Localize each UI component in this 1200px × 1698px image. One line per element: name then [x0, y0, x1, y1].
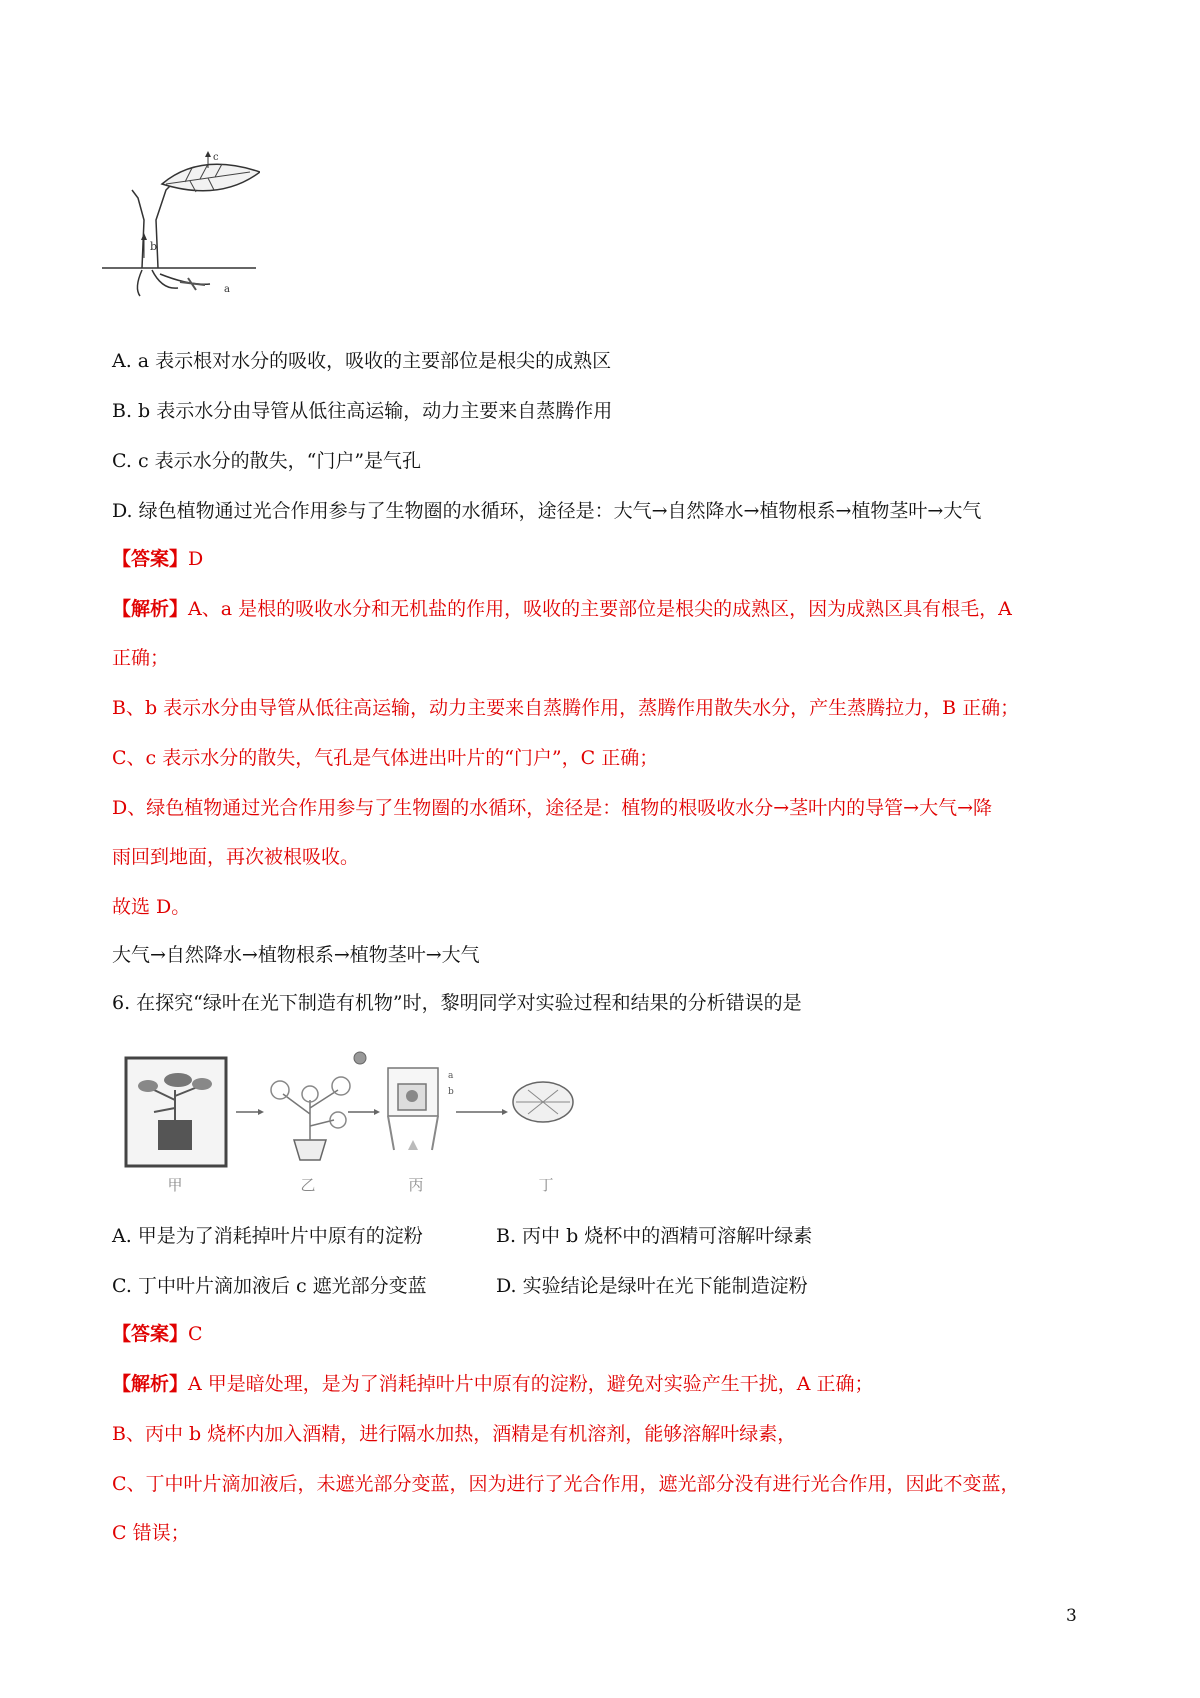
answer-tag: 【答案】	[112, 1323, 189, 1345]
q5-note: 大气→自然降水→植物根系→植物茎叶→大气	[112, 944, 480, 966]
q5-option-a: A. a 表示根对水分的吸收，吸收的主要部位是根尖的成熟区	[112, 350, 612, 372]
answer-value: D	[188, 548, 204, 570]
q6-option-c: C. 丁中叶片滴加液后 c 遮光部分变蓝	[112, 1275, 427, 1297]
q5-analysis-line-2: 正确；	[112, 647, 170, 669]
caption-jia: 甲	[167, 1176, 183, 1194]
q5-analysis-line-3: B、b 表示水分由导管从低往高运输，动力主要来自蒸腾作用，蒸腾作用散失水分，产生蒸腾拉力，B 正确；	[112, 697, 1020, 719]
step-ding	[513, 1082, 573, 1122]
q5-analysis-line-7: 故选 D。	[112, 896, 191, 918]
step-bing	[388, 1068, 454, 1150]
q5-analysis-line-1: 【解析】A、a 是根的吸收水分和无机盐的作用，吸收的主要部位是根尖的成熟区，因为成熟区具有根毛，A	[112, 598, 1012, 620]
q6-option-b: B. 丙中 b 烧杯中的酒精可溶解叶绿素	[496, 1225, 813, 1247]
page-number: 3	[1066, 1606, 1077, 1626]
label-c: c	[213, 152, 219, 163]
caption-ding: 丁	[538, 1176, 554, 1194]
label-a: a	[448, 1071, 454, 1081]
experiment-steps-figure	[118, 1050, 678, 1198]
q6-question: 6. 在探究“绿叶在光下制造有机物”时，黎明同学对实验过程和结果的分析错误的是	[112, 992, 802, 1014]
label-a: a	[224, 284, 230, 295]
q5-option-b: B. b 表示水分由导管从低往高运输，动力主要来自蒸腾作用	[112, 400, 613, 422]
q5-option-d: D. 绿色植物通过光合作用参与了生物圈的水循环，途径是：大气→自然降水→植物根系→植物茎叶→大气	[112, 500, 982, 522]
caption-yi: 乙	[300, 1176, 316, 1194]
step-yi	[271, 1077, 350, 1160]
q6-analysis-line-4: C 错误；	[112, 1522, 190, 1544]
q5-option-c: C. c 表示水分的散失，“门户”是气孔	[112, 450, 422, 472]
label-b: b	[150, 240, 158, 253]
q6-option-a: A. 甲是为了消耗掉叶片中原有的淀粉	[112, 1225, 423, 1247]
q5-analysis-line-5: D、绿色植物通过光合作用参与了生物圈的水循环，途径是：植物的根吸收水分→茎叶内的导管→大气→降	[112, 797, 992, 819]
analysis-tag: 【解析】	[112, 1373, 189, 1395]
q5-analysis-line-4: C、c 表示水分的散失，气孔是气体进出叶片的“门户”，C 正确；	[112, 747, 659, 769]
q6-analysis-line-1: 【解析】A 甲是暗处理，是为了消耗掉叶片中原有的淀粉，避免对实验产生干扰，A 正确；	[112, 1373, 874, 1395]
answer-value: C	[188, 1323, 203, 1345]
q6-answer	[112, 1322, 203, 1346]
plant-water-transport-figure	[100, 150, 260, 300]
answer-tag: 【答案】	[112, 548, 189, 570]
q6-option-d: D. 实验结论是绿叶在光下能制造淀粉	[496, 1275, 808, 1297]
caption-bing: 丙	[408, 1176, 424, 1194]
q6-analysis-line-3: C、丁中叶片滴加液后，未遮光部分变蓝，因为进行了光合作用，遮光部分没有进行光合作用，因此不变蓝，	[112, 1473, 1020, 1495]
q6-analysis-line-2: B、丙中 b 烧杯内加入酒精，进行隔水加热，酒精是有机溶剂，能够溶解叶绿素，	[112, 1423, 797, 1445]
analysis-tag: 【解析】	[112, 598, 189, 620]
q5-answer	[112, 547, 203, 571]
q5-analysis-line-6: 雨回到地面，再次被根吸收。	[112, 846, 360, 868]
step-jia	[126, 1058, 226, 1166]
label-b: b	[448, 1087, 454, 1097]
